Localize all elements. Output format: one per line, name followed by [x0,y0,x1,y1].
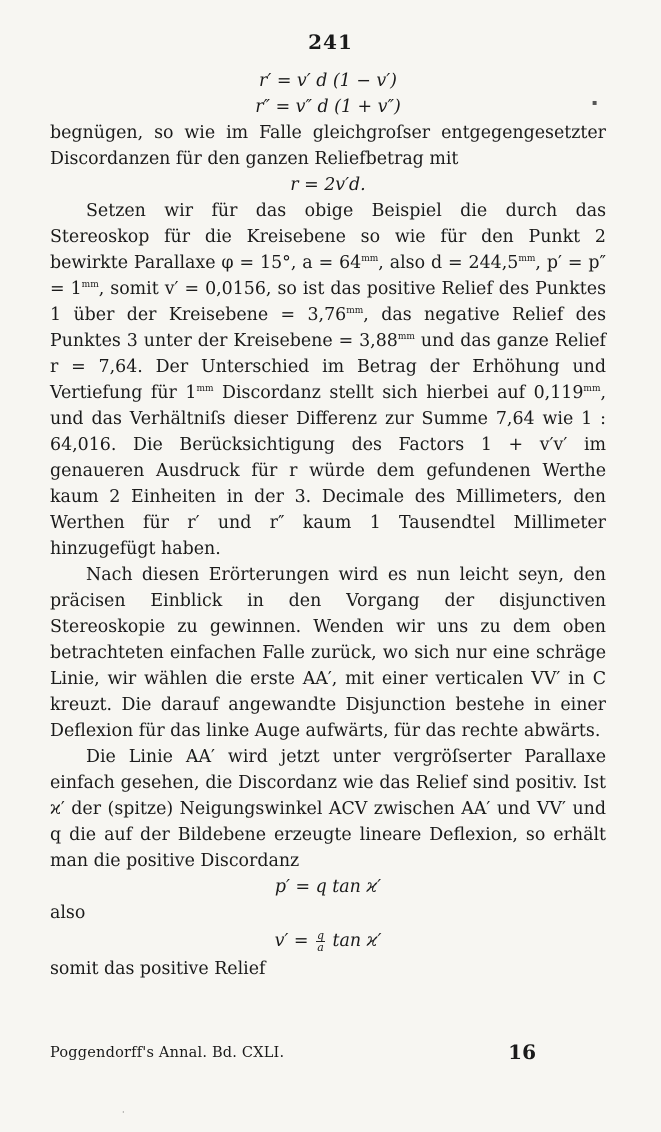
equation-v-prime: v′ = $\frac{q}{a}$ tan ϰ′ [274,929,382,954]
footer-sheet-number: 16 [508,1040,536,1064]
fraction-q-over-a: $\frac{q}{a}$ [316,929,325,954]
paper-speck: · [122,1108,125,1117]
paragraph-4: Die Linie AA′ wird jetzt unter vergröſserter Parallaxe einfach gesehen, die Discordanz wie das Relief sind positiv. Ist ϰ′ der (spitze) Neigungswinkel ACV zwischen AA′ und VV′ und q die auf der Bildebene erzeugte lineare Deflexion, so erhält man die positive Discordanz [50,747,606,871]
equation-r-double-prime: r″ = v″ d (1 + v″) [255,97,401,117]
paragraph-somit: somit das positive Relief [50,959,266,979]
paragraph-2: Setzen wir für das obige Beispiel die durch das Stereoskop für die Kreisebene so wie für den Punkt 2 bewirkte Parallaxe φ = 15°, $a = 64^{mm}$, also $d = 244,5^{mm}$, $p' = p'' = 1^{mm}$, somit v′ = 0,0156, so ist das positive Relief des Punktes 1 über der Kreisebene = $3,76^{mm}$, das negative Relief des Punktes 3 unter der Kreisebene = $3,88^{mm}$ und das ganze Relief r = 7,64. Der Unterschied im Betrag der Erhöhung und Vertiefung für $1^{mm}$ Discordanz stellt sich hierbei auf $0,119^{mm}$, und das Verhältniſs dieser Differenz zur Summe 7,64 wie 1 : 64,016. Die Berücksichtigung des Factors 1 + v′v′ im genaueren Ausdruck für r würde dem gefundenen Werthe kaum 2 Einheiten in der 3. Decimale des Millimeters, den Werthen für r′ und r″ kaum 1 Tausendtel Millimeter hinzugefügt haben. [50,201,607,559]
page-number: 241 [308,30,353,54]
body-text [50,68,606,982]
paper-speck: ▪ [592,98,598,107]
equation-total-relief: r = 2v′d. [290,175,366,195]
equation-discordanz: p′ = q tan ϰ′ [274,877,382,897]
paragraph-1: begnügen, so wie im Falle gleichgroſser entgegengesetzter Discordanzen für den ganzen Reliefbetrag mit [50,123,606,169]
word-also: also [50,903,86,923]
equation-r-prime: r′ = v′ d (1 − v′) [259,71,397,91]
footer-journal: Poggendorff's Annal. Bd. CXLI. [50,1045,285,1061]
paragraph-3: Nach diesen Erörterungen wird es nun leicht seyn, den präcisen Einblick in den Vorgang der disjunctiven Stereoskopie zu gewinnen. Wenden wir uns zu dem oben betrachteten einfachen Falle zurück, wo sich nur eine schräge Linie, wir wählen die erste AA′, mit einer verticalen VV′ in C kreuzt. Die darauf angewandte Disjunction bestehe in einer Deflexion für das linke Auge aufwärts, für das rechte abwärts. [50,565,606,741]
